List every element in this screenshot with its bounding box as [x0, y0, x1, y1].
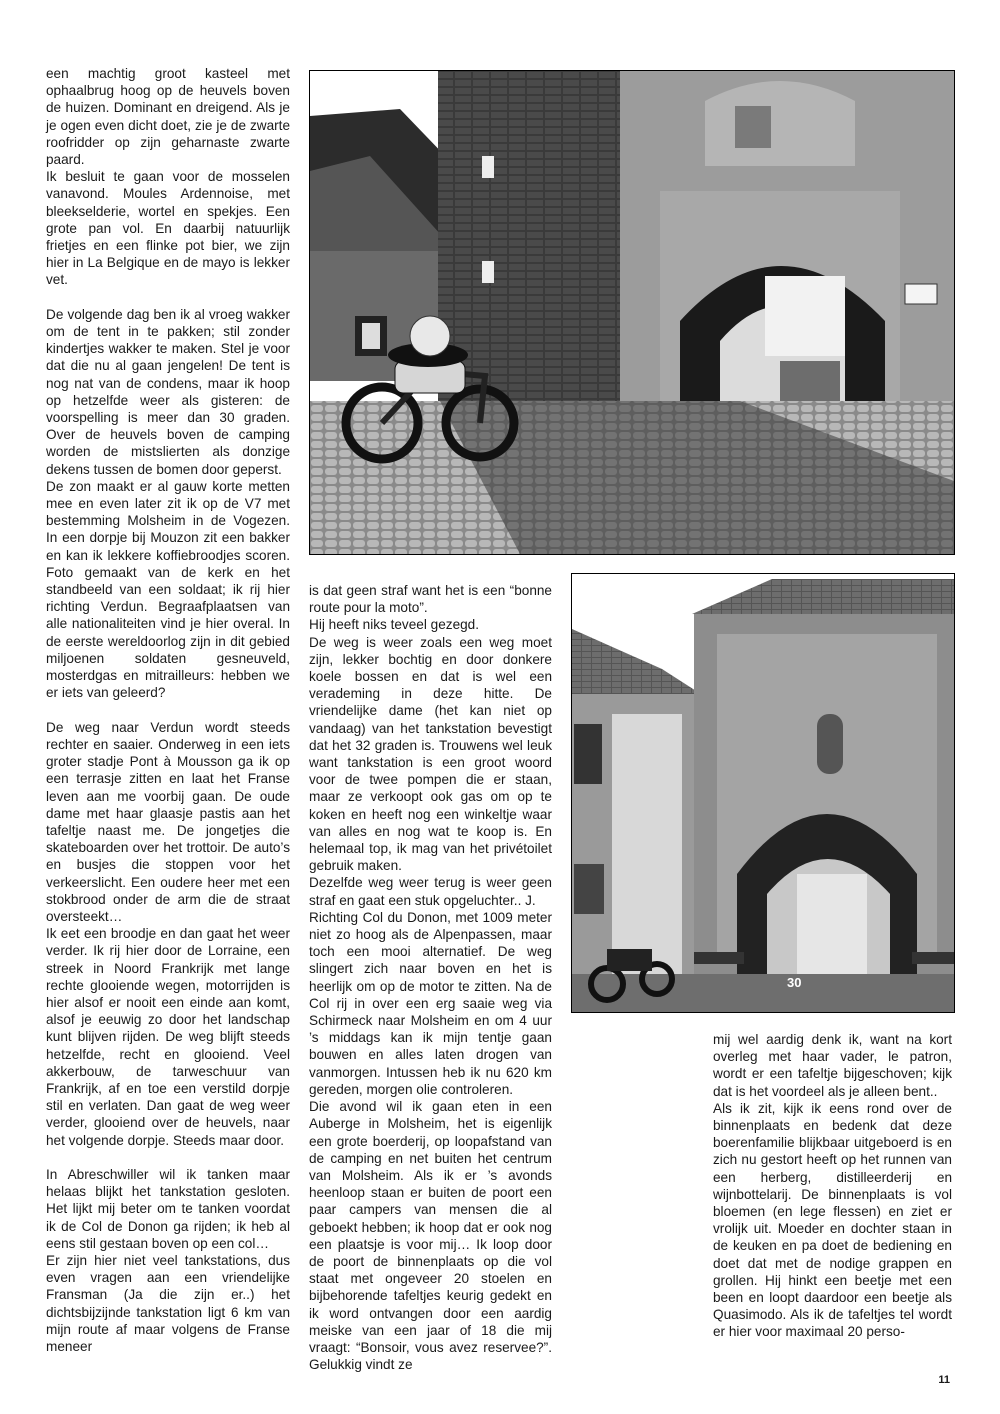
paragraph: De zon maakt er al gauw korte metten mee en even later zit ik op de V7 met bestemming Molsheim in de Vogezen. In een dorpje bij Mouzon zit een bakker en kan ik lekkere koffiebroodjes scoren. Foto gemaakt van de kerk en het standbeeld van een soldaat; ik rij hier richting Verdun. Begraafplaatsen van alle nationaliteiten vind je hier overal. In de eerste wereldoorlog zijn in dit gebied miljoenen soldaten gesneuveld, mosterdgas en mitrailleurs: hebben we er iets van geleerd? — [46, 478, 290, 701]
paragraph: Er zijn hier niet veel tankstations, dus even vragen aan een vriendelijke Fransman (Ja die zijn er..) het dichtsbijzijnde tankstation ligt 6 km van mijn route af maar volgens de Franse meneer — [46, 1252, 290, 1354]
text-column-left — [46, 65, 290, 1355]
paragraph: Die avond wil ik gaan eten in een Auberge in Molsheim, het is eigenlijk een grote boerderij, op loopafstand van de camping en net buiten het centrum van Molsheim. Als ik er ’s avonds heenloop staan er buiten de poort een paar campers van mensen die al geboekt hebben; ik hoop dat er ook nog een plaatsje is voor mij… Ik loop door de poort de binnenplaats op die vol staat met ongeveer 20 stoelen en bijbehorende tafeltjes keurig gedekt en ik word ontvangen door een aardig meiske van een jaar of 18 die mij vraagt: “Bonsoir, vous avez reservee?”. Gelukkig vindt ze — [309, 1099, 552, 1373]
town-gate-photo — [571, 573, 955, 1013]
text-column-right — [713, 1031, 952, 1341]
road-marking: 30 — [787, 975, 802, 990]
paragraph: Ik eet een broodje en dan gaat het weer verder. Ik rij hier door de Lorraine, een streek in Noord Frankrijk met lange rechte glooiende wegen, motorrijden is hier alsof er nooit een einde aan komt, alsof je eeuwig zo door het landschap kunt blijven rijden. De weg blijft steeds hetzelfde, recht en glooiend. Veel akkerbouw, de tarweschuur van Frankrijk, af en toe een verstild dorpje stil en verlaten. Dan gaat de weg weer verder, glooiend over de heuvels, naar het volgende dorpje. Steeds maar door. — [46, 926, 290, 1148]
paragraph: mij wel aardig denk ik, want na kort overleg met haar vader, le patron, wordt er een tafeltje bijgeschoven; kijk dat is het voordeel als je alleen bent.. — [713, 1032, 952, 1099]
paragraph: Als ik zit, kijk ik eens rond over de binnenplaats en bedenk dat deze boerenfamilie blijkbaar uitgeboerd is en zich nu gestort heeft op het runnen van een herberg, distilleerderij en wijnbottelarij. De binnenplaats is vol bloemen (en lege flessen) en ziet er vrolijk uit. Moeder en dochter staan in de keuken en pa doet de bediening en doet dat met de nodige grappen en grollen. Hij hinkt een beetje met een been en loopt daardoor een beetje als Quasimodo. Als ik de tafeltjes tel wordt er hier voor maximaal 20 perso- — [713, 1100, 952, 1340]
castle-gate-illustration — [310, 71, 954, 554]
paragraph: Hij heeft niks teveel gezegd. — [309, 617, 480, 633]
paragraph: Richting Col du Donon, met 1009 meter niet zo hoog als de Alpenpassen, maar toch een mooi alternatief. De weg slingert zich naar boven en het is heerlijk om op de motor te zitten. Na de Col rij in over een erg saaie weg via Schirmeck naar Molsheim en om 4 uur ’s middags kan ik mijn tentje gaan bouwen en alles laten drogen van vanmorgen. Intussen heb ik nu 620 km gereden, morgen olie controleren. — [309, 909, 552, 1097]
paragraph: De weg is weer zoals een weg moet zijn, lekker bochtig en door donkere koele bossen en dat is wel een verademing in deze hitte. De vriendelijke dame (het kan niet op vandaag) van het tankstation bevestigt dat het 32 graden is. Trouwens wel leuk want tankstation is een groot woord voor de twee pompen die er staan, maar ze verkoopt ook gas om op te koken en heeft nog een winkeltje waar van alles en nog wat te koop is. En helemaal top, ik mag van het privétoilet gebruik maken. — [309, 634, 552, 874]
paragraph: Ik besluit te gaan voor de mosselen vanavond. Moules Ardennoise, met bleekselderie, wortel en spekjes. Een grote pan vol. En daarbij natuurlijk frietjes en een flinke pot bier, we zijn hier in La Belgique en de mayo is lekker vet. — [46, 169, 290, 288]
paragraph: In Abreschwiller wil ik tanken maar helaas blijkt het tankstation gesloten. Het lijkt mij beter om te tanken voordat ik de Col de Donon ga rijden; ik heb al eens stil gestaan boven op een col… — [46, 1166, 290, 1251]
town-gate-illustration — [572, 574, 954, 1012]
castle-gate-photo — [309, 70, 955, 555]
text-column-middle — [309, 582, 552, 1373]
paragraph: Dezelfde weg weer terug is weer geen straf en gaat een stuk opgeluchter.. J. — [309, 875, 552, 908]
paragraph: is dat geen straf want het is een “bonne route pour la moto”. — [309, 583, 552, 616]
page-number: 11 — [938, 1374, 950, 1386]
paragraph: De volgende dag ben ik al vroeg wakker om de tent in te pakken; stil zonder kindertjes wakker te maken. Stel je voor dat die nu al gaan jengelen! De tent is nog nat van de condens, maar ik hoop op hetzelfde weer als gisteren: de voorspelling is meer dan 30 graden. Over de heuvels boven de camping worden de mistslierten als donzige dekens tussen de bomen door geperst. — [46, 306, 290, 477]
paragraph: De weg naar Verdun wordt steeds rechter en saaier. Onderweg in een iets groter stadje Pont à Mousson ga ik op een terrasje zitten en laat het Franse leven aan me voorbij gaan. De oude dame met haar glaasje pastis aan het tafeltje naast me. De jongetjes die skateboarden over het trottoir. De auto’s en busjes die stoppen voor het verkeerslicht. Een oudere heer met een stokbrood onder de arm die de straat oversteekt… — [46, 719, 290, 924]
paragraph: een machtig groot kasteel met ophaalbrug hoog op de heuvels boven de huizen. Dominant en dreigend. Als je je ogen even dicht doet, zie je de zwarte roofridder op zijn geharnaste zwarte paard. — [46, 66, 290, 168]
